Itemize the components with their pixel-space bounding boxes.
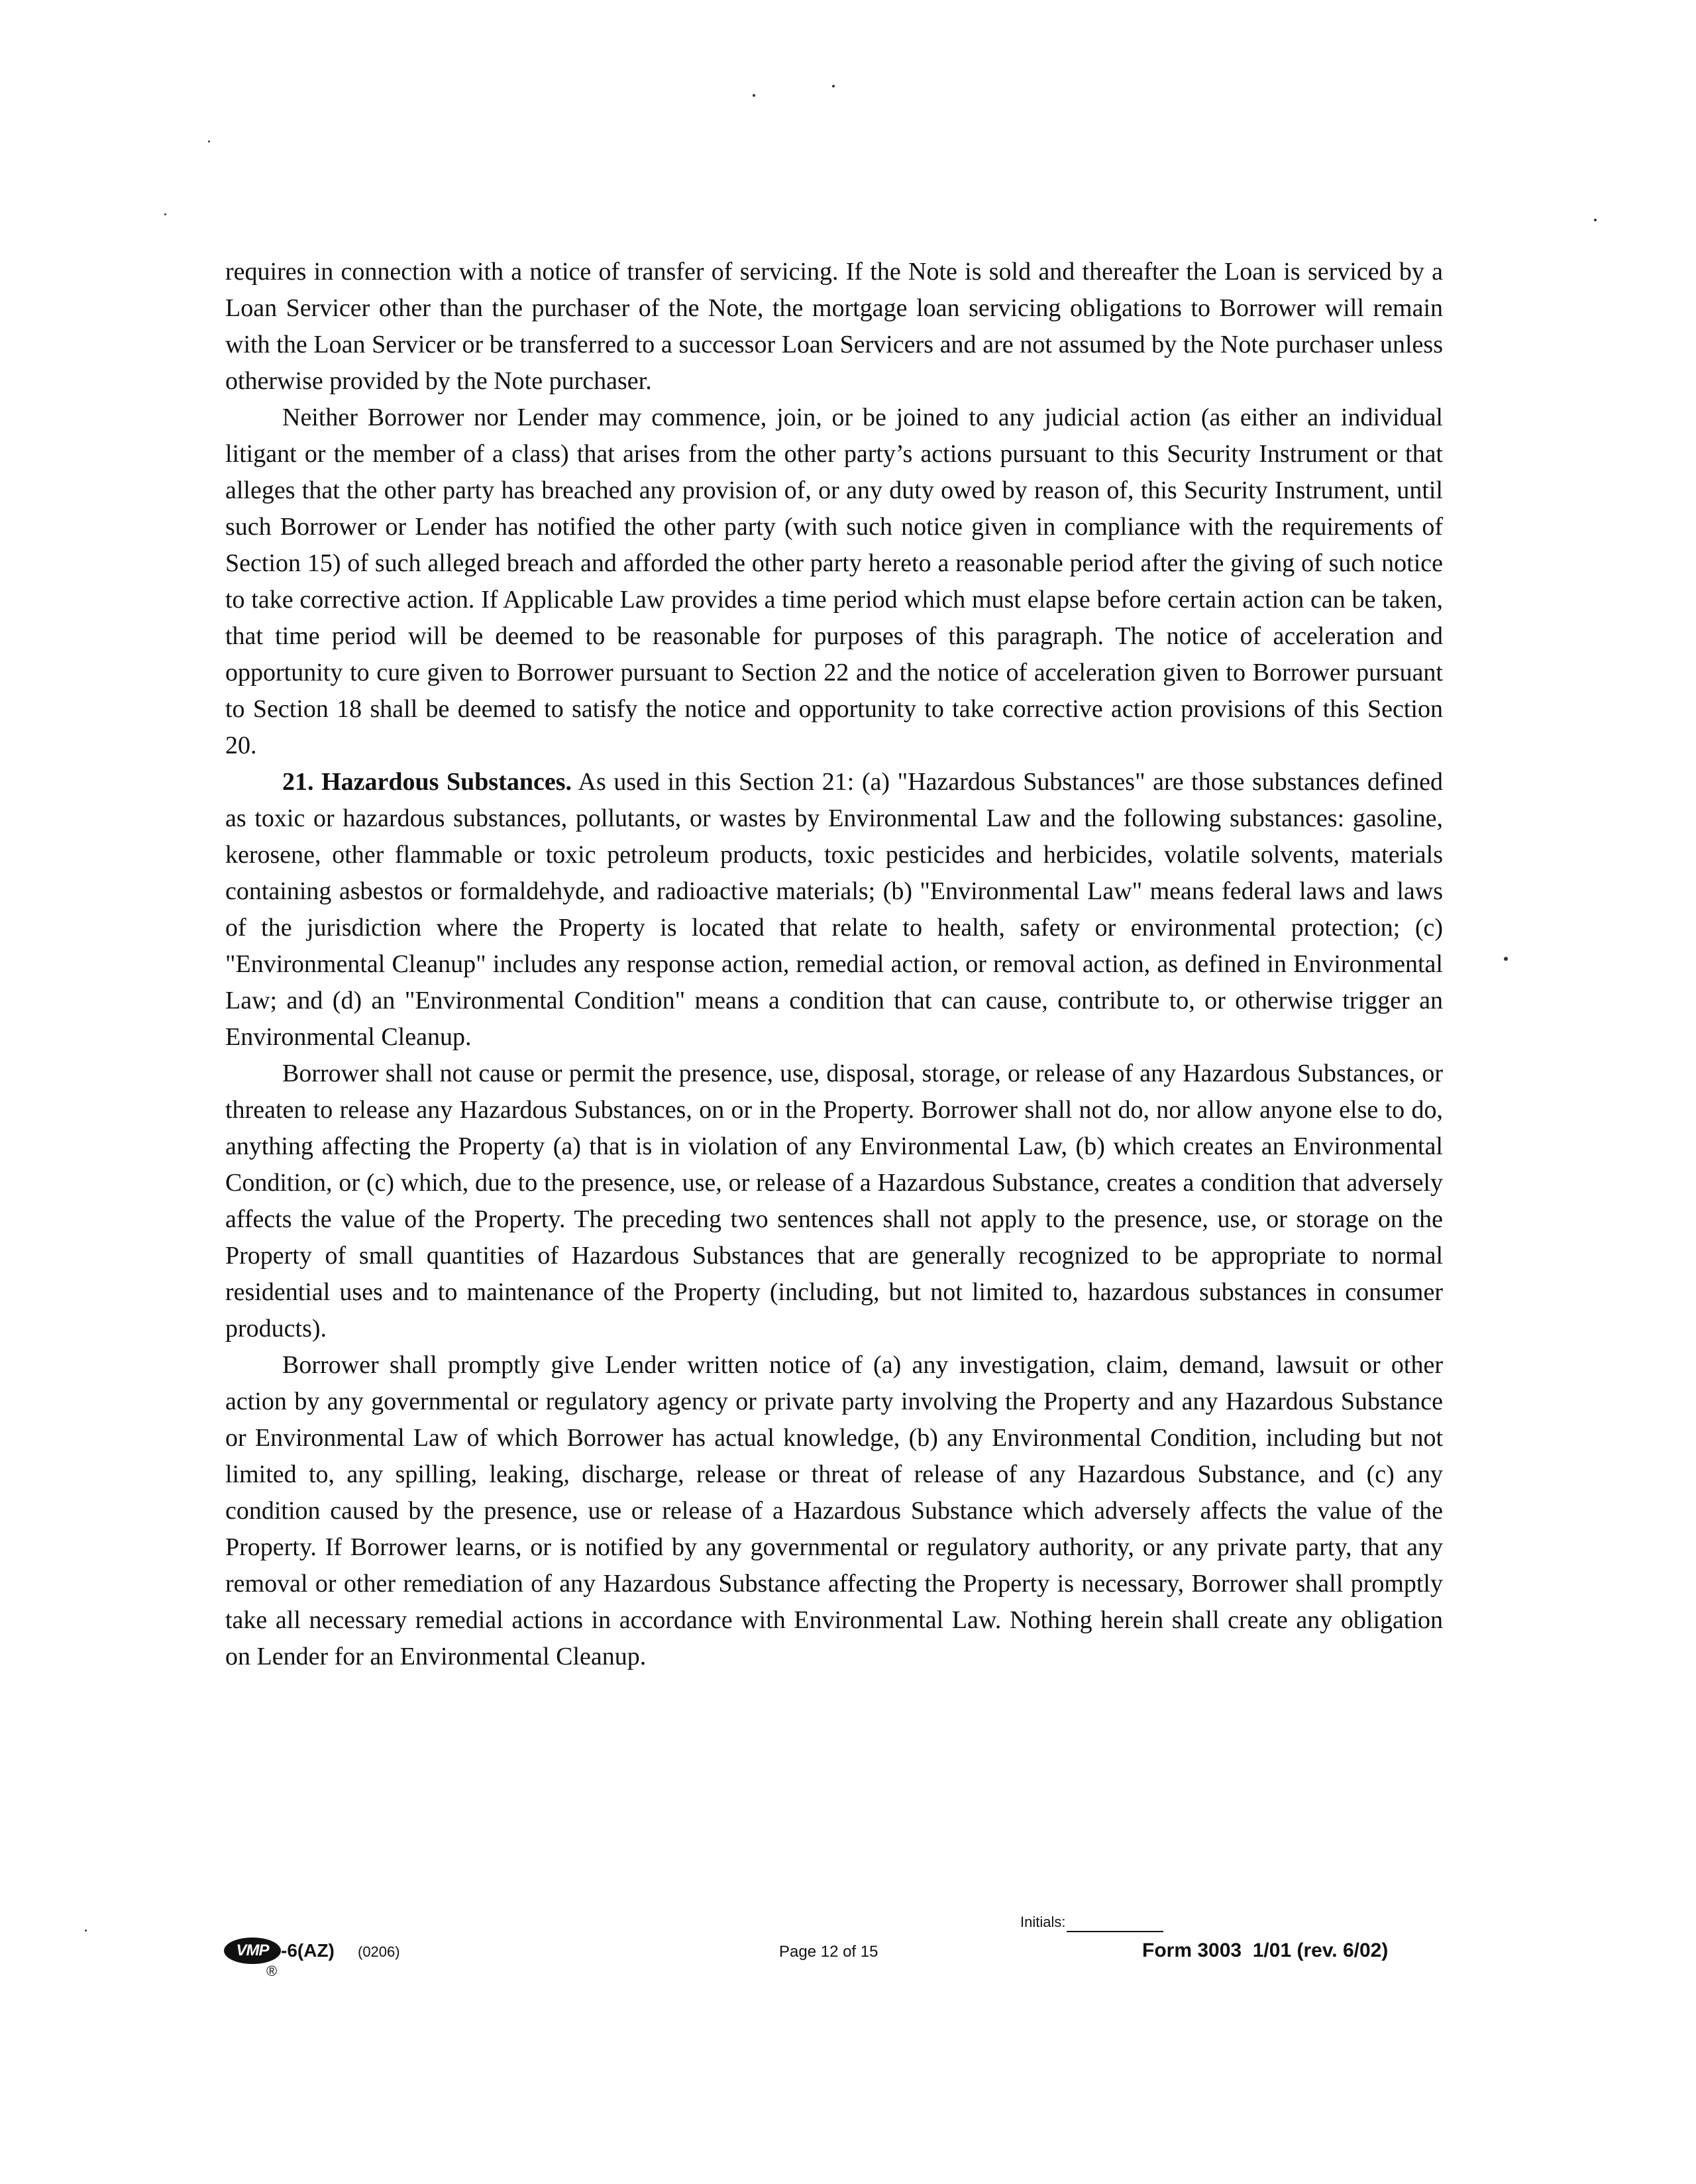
form-number: Form 3003 1/01 (rev. 6/02) [1142, 1939, 1389, 1961]
document-body [225, 254, 1443, 1675]
paragraph-hazardous-substances-restrictions: Borrower shall not cause or permit the presence, use, disposal, storage, or release of any Hazardous Substances, or threaten to release any Hazardous Substances, on or in the Property. Borrower shall not do, nor allow anyone else to do, anything affecting the Property (a) that is in violation of any Environmental Law, (b) which creates an Environmental Condition, or (c) which, due to the presence, use, or release of a Hazardous Substance, creates a condition that adversely affects the value of the Property. The preceding two sentences shall not apply to the presence, use, or storage on the Property of small quantities of Hazardous Substances that are generally recognized to be appropriate to normal residential uses and to maintenance of the Property (including, but not limited to, hazardous substances in consumer products). [225, 1060, 1443, 1342]
form-code: -6(AZ) [281, 1940, 335, 1961]
initials-line[interactable] [1067, 1916, 1163, 1932]
scan-speck [832, 85, 835, 87]
vmp-logo: VMP [224, 1938, 281, 1964]
paragraph-hazardous-substances-notice: Borrower shall promptly give Lender written notice of (a) any investigation, claim, demand, lawsuit or other action by any governmental or regulatory agency or private party involving the Property and any Hazardous Substance or Environmental Law of which Borrower has actual knowledge, (b) any Environmental Condition, including but not limited to, any spilling, leaking, discharge, release or threat of release of any Hazardous Substance, and (c) any condition caused by the presence, use or release of a Hazardous Substance which adversely affects the value of the Property. If Borrower learns, or is notified by any governmental or regulatory authority, or any private party, that any removal or other remediation of any Hazardous Substance affecting the Property is necessary, Borrower shall promptly take all necessary remedial actions in accordance with Environmental Law. Nothing herein shall create any obligation on Lender for an Environmental Cleanup. [225, 1351, 1443, 1670]
registered-mark: ® [266, 1963, 278, 1979]
paragraph-servicing-continuation: requires in connection with a notice of transfer of servicing. If the Note is sold and thereafter the Loan is serviced by a Loan Servicer other than the purchaser of the Note, the mortgage loan servicing obligations to Borrower will remain with the Loan Servicer or be transferred to a successor Loan Servicers and are not assumed by the Note purchaser unless otherwise provided by the Note purchaser. [225, 258, 1443, 395]
scan-speck [753, 94, 755, 97]
section-heading-21: 21. Hazardous Substances. [282, 768, 572, 796]
scan-speck [1504, 957, 1508, 961]
initials-field [1020, 1912, 1163, 1932]
section-21-text: As used in this Section 21: (a) "Hazardous Substances" are those substances defined as toxic or hazardous substances, pollutants, or wastes by Environmental Law and the following substances: gasoline, kerosene, other flammable or toxic petroleum products, toxic pesticides and herbicides, volatile solvents, materials containing asbestos or formaldehyde, and radioactive materials; (b) "Environmental Law" means federal laws and laws of the jurisdiction where the Property is located that relate to health, safety or environmental protection; (c) "Environmental Cleanup" includes any response action, remedial action, or removal action, as defined in Environmental Law; and (d) an "Environmental Condition" means a condition that can cause, contribute to, or otherwise trigger an Environmental Cleanup. [225, 768, 1443, 1051]
paragraph-notice-of-grievance: Neither Borrower nor Lender may commence, join, or be joined to any judicial action (as either an individual litigant or the member of a class) that arises from the other party’s actions pursuant to this Security Instrument or that alleges that the other party has breached any provision of, or any duty owed by reason of, this Security Instrument, until such Borrower or Lender has notified the other party (with such notice given in compliance with the requirements of Section 15) of such alleged breach and afforded the other party hereto a reasonable period after the giving of such notice to take corrective action. If Applicable Law provides a time period which must elapse before certain action can be taken, that time period will be deemed to be reasonable for purposes of this paragraph. The notice of acceleration and opportunity to cure given to Borrower pursuant to Section 22 and the notice of acceleration given to Borrower pursuant to Section 18 shall be deemed to satisfy the notice and opportunity to take corrective action provisions of this Section 20. [225, 404, 1443, 759]
scan-speck [1594, 219, 1597, 221]
page-number: Page 12 of 15 [779, 1943, 878, 1961]
form-code-date: (0206) [358, 1943, 400, 1960]
page-footer [0, 1908, 1696, 1988]
scan-speck [208, 140, 210, 142]
initials-label: Initials: [1020, 1914, 1066, 1930]
paragraph-hazardous-substances-definitions [225, 764, 1443, 1056]
scan-speck [164, 213, 166, 215]
